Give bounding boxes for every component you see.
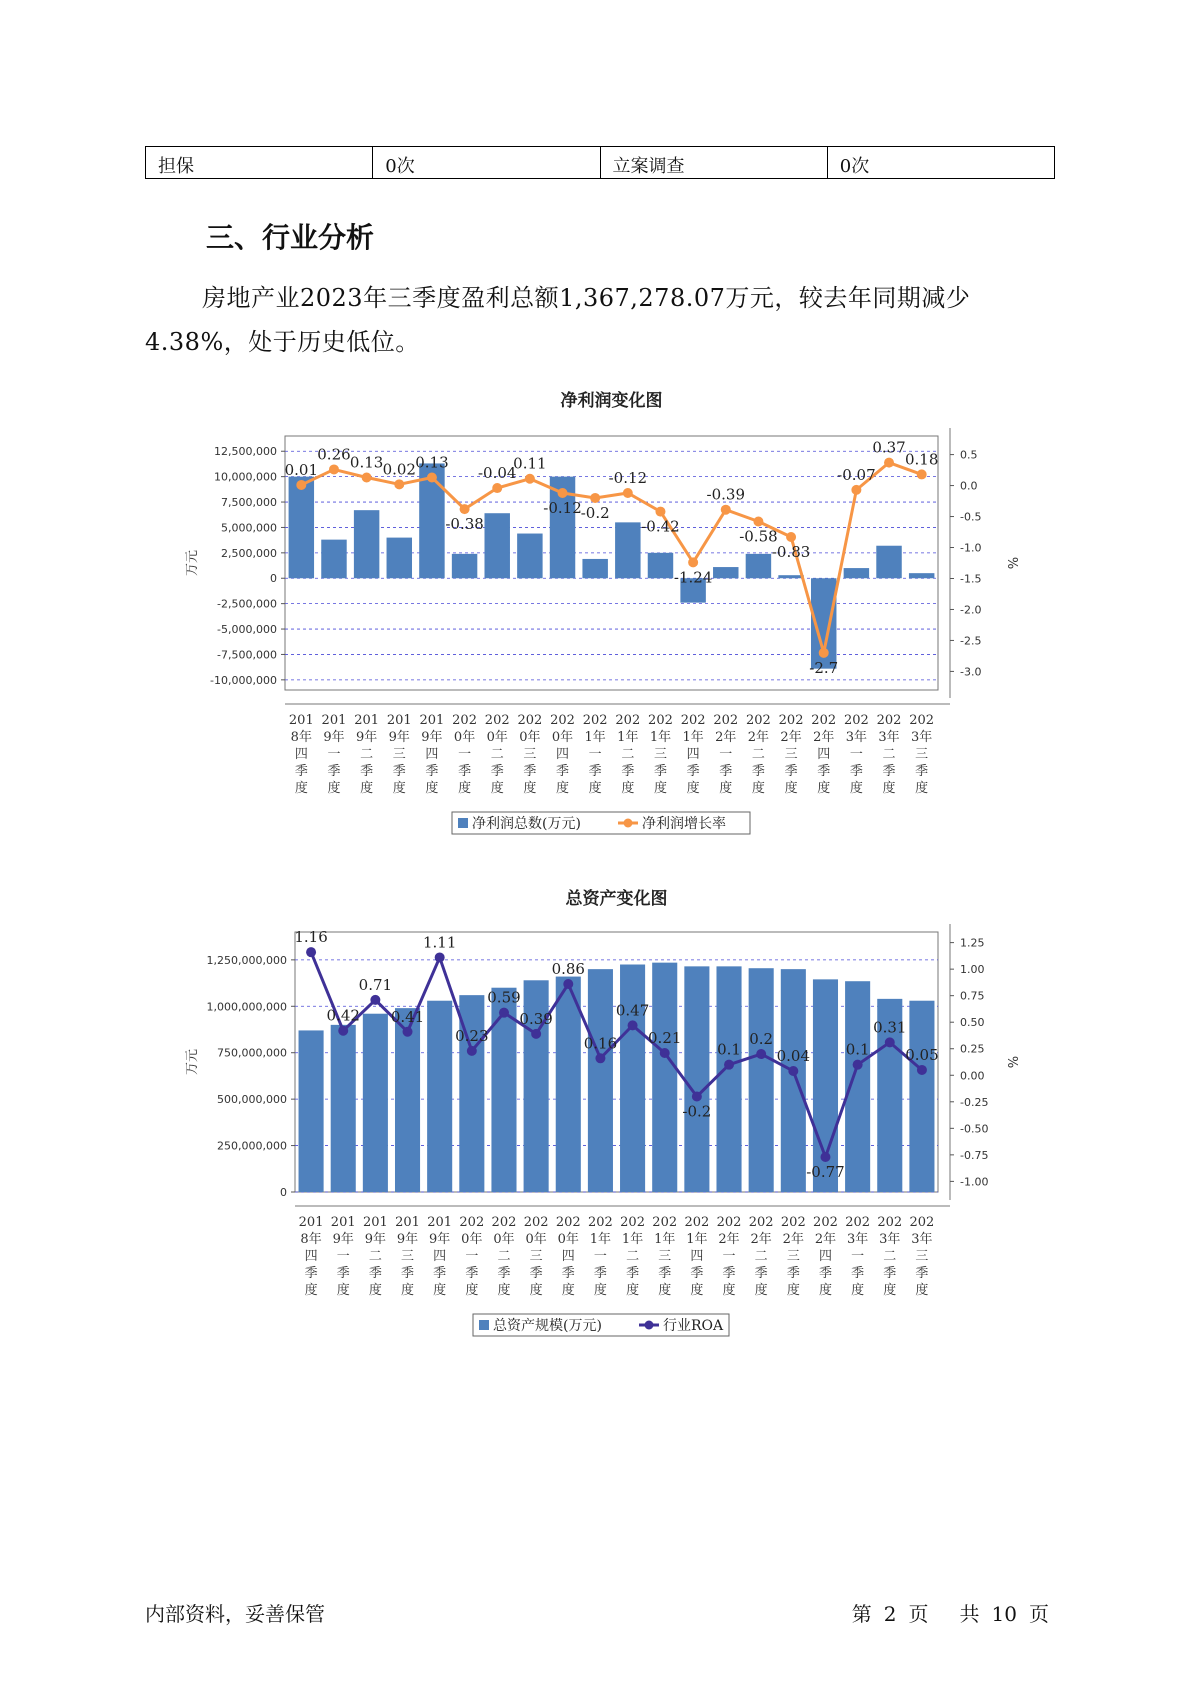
line-point <box>917 1065 927 1075</box>
line-point <box>786 532 796 542</box>
bar <box>682 966 712 1192</box>
bar <box>615 522 640 578</box>
legend-bar-swatch <box>458 818 468 828</box>
y-tick-label: -7,500,000 <box>217 648 277 662</box>
line-point <box>338 1026 348 1036</box>
line-point <box>435 952 445 962</box>
data-label: -1.24 <box>673 568 713 587</box>
bar <box>556 977 581 1192</box>
bar <box>354 510 379 578</box>
data-label: 0.05 <box>905 1045 939 1064</box>
x-tick-label: 201 9年三季度 <box>386 713 412 796</box>
line-point <box>558 488 568 498</box>
line-point <box>788 1066 798 1076</box>
bar <box>620 965 645 1193</box>
x-tick-label: 201 8年四季度 <box>298 1215 324 1298</box>
y2-tick-label: -1.00 <box>960 1175 989 1189</box>
bar <box>746 554 771 578</box>
x-tick-label: 201 9年二季度 <box>354 713 380 796</box>
line-point <box>370 995 380 1005</box>
y-tick-label: -5,000,000 <box>217 623 277 637</box>
data-label: 0.26 <box>317 445 351 464</box>
line-point <box>623 488 633 498</box>
y-tick-label: 1,000,000,000 <box>206 1000 287 1014</box>
x-tick-label: 202 0年四季度 <box>555 1215 581 1298</box>
table-cell: 立案调查 <box>600 147 827 179</box>
x-tick-label: 202 3年二季度 <box>876 713 902 796</box>
y-axis-title: 万元 <box>185 1048 200 1076</box>
y-tick-label: 1,250,000,000 <box>206 953 287 967</box>
data-label: -0.39 <box>706 485 746 504</box>
footer-note: 内部资料，妥善保管 <box>145 1602 325 1626</box>
bar <box>713 567 738 578</box>
x-tick-label: 201 9年三季度 <box>395 1215 420 1298</box>
x-tick-label: 202 3年三季度 <box>909 713 935 796</box>
y2-tick-label: 0.0 <box>960 479 978 493</box>
x-tick-label: 202 1年三季度 <box>648 713 673 796</box>
bar <box>299 1030 324 1192</box>
data-label: -0.83 <box>771 542 811 561</box>
net-profit-chart-svg <box>0 388 1191 848</box>
x-tick-label: 202 0年二季度 <box>491 1215 517 1298</box>
x-tick-label: 202 2年四季度 <box>811 713 837 796</box>
line-point <box>403 1027 413 1037</box>
bar <box>387 538 412 579</box>
line-point <box>724 1060 734 1070</box>
line-point <box>853 1060 863 1070</box>
line-point <box>590 493 600 503</box>
line-point <box>394 479 404 489</box>
line-point <box>467 1046 477 1056</box>
data-label: 0.86 <box>551 960 585 978</box>
line-point <box>655 507 665 517</box>
y-tick-label: 12,500,000 <box>214 445 277 459</box>
total-unit: 页 <box>1029 1602 1049 1626</box>
y-tick-label: 2,500,000 <box>221 546 277 560</box>
data-label: 0.1 <box>845 1040 870 1059</box>
line-point <box>885 1037 895 1047</box>
line-point <box>427 473 437 483</box>
total-pages: 10 <box>991 1602 1017 1626</box>
legend-line-label: 净利润增长率 <box>642 816 726 832</box>
bar <box>781 969 806 1192</box>
x-tick-label: 202 1年一季度 <box>588 1215 613 1298</box>
line-point <box>525 474 535 484</box>
chart-title: 总资产变化图 <box>565 889 668 909</box>
bar <box>716 966 741 1192</box>
y2-axis-title: % <box>1004 556 1019 570</box>
total-prefix: 共 <box>959 1602 980 1626</box>
data-label: 0.31 <box>873 1018 907 1037</box>
x-tick-label: 201 8年四季度 <box>288 713 314 796</box>
line-point <box>492 483 502 493</box>
footer-page-info <box>846 1598 1055 1627</box>
data-label: 0.02 <box>382 460 416 479</box>
data-label: -0.2 <box>682 1102 712 1121</box>
total-assets-chart-svg <box>0 886 1191 1346</box>
data-label: 0.13 <box>349 453 384 472</box>
net-profit-chart <box>0 388 1191 848</box>
data-label: 0.18 <box>904 450 939 469</box>
line-point <box>819 648 829 658</box>
y2-tick-label: -0.25 <box>960 1095 989 1109</box>
y2-tick-label: -0.75 <box>960 1148 989 1162</box>
bar <box>588 969 613 1192</box>
bar <box>331 1025 356 1192</box>
x-tick-label: 201 9年二季度 <box>362 1215 388 1298</box>
line-point <box>499 1008 509 1018</box>
y-tick-label: 0 <box>270 572 277 586</box>
data-label: -2.7 <box>809 658 839 677</box>
x-tick-label: 202 0年三季度 <box>517 713 543 796</box>
x-tick-label: 202 0年一季度 <box>459 1215 485 1298</box>
line-point <box>306 947 316 957</box>
x-tick-label: 201 9年一季度 <box>321 713 347 796</box>
line-point <box>688 557 698 567</box>
line-point <box>296 480 306 490</box>
x-tick-label: 202 2年三季度 <box>778 713 804 796</box>
legend-bar-label: 净利润总数(万元) <box>472 816 581 832</box>
data-label: -0.58 <box>739 527 778 546</box>
bar <box>844 568 869 578</box>
bar <box>652 963 677 1192</box>
x-tick-label: 202 2年二季度 <box>748 1215 774 1298</box>
y2-tick-label: 0.50 <box>960 1016 985 1030</box>
x-tick-label: 202 0年四季度 <box>550 713 575 796</box>
legend-line-label: 行业ROA <box>663 1318 724 1334</box>
data-label: -0.07 <box>837 465 876 484</box>
x-tick-label: 201 9年四季度 <box>427 1215 453 1298</box>
data-label: 0.47 <box>615 1001 650 1020</box>
legend-line-marker <box>624 819 633 828</box>
line-point <box>753 516 763 526</box>
line-point <box>884 458 894 468</box>
bar <box>648 553 673 578</box>
y-tick-label: -2,500,000 <box>217 597 277 611</box>
data-label: 1.16 <box>294 928 328 947</box>
bar <box>484 513 509 578</box>
x-tick-label: 202 2年一季度 <box>716 1215 742 1298</box>
line-point <box>329 464 339 474</box>
bar <box>427 1001 452 1192</box>
y2-tick-label: 1.00 <box>960 963 985 977</box>
y-tick-label: 0 <box>280 1186 287 1199</box>
x-tick-label: 202 1年一季度 <box>582 713 608 796</box>
y2-tick-label: 0.75 <box>960 989 985 1003</box>
bar <box>452 554 477 578</box>
x-tick-label: 202 0年二季度 <box>484 713 510 796</box>
x-tick-label: 202 2年二季度 <box>746 713 771 796</box>
bar <box>909 1001 934 1192</box>
data-label: 0.23 <box>455 1026 489 1045</box>
y-tick-label: 250,000,000 <box>217 1139 287 1153</box>
line-point <box>917 469 927 479</box>
x-tick-label: 202 1年四季度 <box>684 1215 710 1298</box>
line-point <box>460 504 470 514</box>
bar <box>876 546 901 579</box>
y-tick-label: 5,000,000 <box>221 521 277 535</box>
x-tick-label: 202 0年三季度 <box>523 1215 549 1298</box>
data-label: 0.59 <box>487 988 521 1007</box>
data-label: 0.1 <box>717 1040 741 1059</box>
bar <box>517 534 542 579</box>
y-tick-label: 10,000,000 <box>214 470 277 484</box>
y-tick-label: 500,000,000 <box>217 1093 287 1107</box>
x-tick-label: 202 1年二季度 <box>620 1215 645 1298</box>
x-tick-label: 202 1年三季度 <box>652 1215 678 1298</box>
x-tick-label: 202 3年一季度 <box>845 1215 871 1298</box>
plot-area <box>295 932 938 1192</box>
x-tick-label: 202 1年四季度 <box>680 713 706 796</box>
data-label: -0.38 <box>445 515 484 534</box>
chart-title: 净利润变化图 <box>560 391 663 411</box>
bar <box>749 968 774 1192</box>
data-label: 0.11 <box>513 454 547 473</box>
section-title: 三、行业分析 <box>206 221 375 254</box>
y2-tick-label: 1.25 <box>960 936 985 950</box>
line-point <box>721 505 731 515</box>
line-point <box>563 979 573 989</box>
data-label: -0.2 <box>580 503 610 522</box>
y2-tick-label: 0.5 <box>960 448 978 462</box>
page-unit: 页 <box>908 1602 929 1626</box>
x-tick-label: 201 9年四季度 <box>419 713 445 796</box>
x-tick-label: 202 2年三季度 <box>780 1215 806 1298</box>
line-point <box>595 1053 605 1063</box>
analysis-paragraph: 房地产业2023年三季度盈利总额1,367,278.07万元，较去年同期减少4.38%，处于历史低位。 <box>145 284 971 356</box>
y2-tick-label: -2.0 <box>960 603 982 617</box>
data-label: 0.42 <box>326 1006 360 1025</box>
y2-tick-label: 0.00 <box>960 1069 985 1083</box>
y-tick-label: 750,000,000 <box>217 1046 287 1060</box>
data-label: 0.41 <box>390 1007 425 1026</box>
bar <box>909 573 934 578</box>
data-label: -0.42 <box>641 517 680 536</box>
legend-line-marker <box>645 1321 654 1330</box>
table-cell: 0次 <box>373 147 600 179</box>
line-point <box>820 1152 830 1162</box>
data-label: 0.37 <box>872 438 906 457</box>
y-tick-label: -10,000,000 <box>210 673 277 687</box>
data-label: 0.2 <box>749 1030 774 1049</box>
y2-tick-label: -2.5 <box>960 634 982 648</box>
bar <box>321 540 346 579</box>
y-tick-label: 7,500,000 <box>221 496 277 510</box>
data-label: 0.71 <box>358 975 393 994</box>
data-label: 1.11 <box>422 933 457 952</box>
data-label: 0.13 <box>415 453 449 472</box>
data-label: -0.12 <box>608 468 648 487</box>
line-point <box>851 485 861 495</box>
x-tick-label: 202 2年一季度 <box>713 713 739 796</box>
table-cell: 担保 <box>146 147 373 179</box>
page-number: 2 <box>883 1602 897 1626</box>
page-prefix: 第 <box>851 1602 872 1626</box>
legend-bar-label: 总资产规模(万元) <box>493 1318 602 1334</box>
bar <box>582 559 607 578</box>
line-point <box>756 1049 766 1059</box>
bar <box>363 1014 388 1192</box>
y-axis-title: 万元 <box>185 549 200 577</box>
data-label: 0.21 <box>648 1028 682 1047</box>
y2-tick-label: -0.5 <box>960 510 982 524</box>
line-point <box>628 1020 638 1030</box>
line-point <box>531 1029 541 1039</box>
y2-tick-label: -0.50 <box>960 1122 989 1136</box>
data-label: 0.16 <box>583 1034 618 1053</box>
legend-bar-swatch <box>479 1320 489 1330</box>
bar <box>778 575 803 578</box>
total-assets-chart <box>0 886 1191 1346</box>
line-point <box>692 1091 702 1101</box>
table-cell: 0次 <box>827 147 1054 179</box>
data-label: -0.77 <box>806 1162 845 1181</box>
line-point <box>660 1048 670 1058</box>
info-table <box>145 146 1055 179</box>
x-tick-label: 202 3年二季度 <box>877 1215 903 1298</box>
x-tick-label: 202 2年四季度 <box>813 1215 838 1298</box>
x-tick-label: 201 9年一季度 <box>330 1215 356 1298</box>
y2-axis-title: % <box>1004 1055 1019 1069</box>
bar <box>289 477 314 579</box>
data-label: -0.12 <box>543 498 582 517</box>
y2-tick-label: -1.5 <box>960 572 982 586</box>
data-label: 0.39 <box>519 1009 553 1028</box>
data-label: -0.04 <box>477 464 517 483</box>
x-tick-label: 202 3年一季度 <box>843 713 869 796</box>
y2-tick-label: 0.25 <box>960 1042 985 1056</box>
table-row <box>146 147 1055 179</box>
data-label: 0.04 <box>776 1047 811 1066</box>
x-tick-label: 202 1年二季度 <box>615 713 641 796</box>
x-tick-label: 202 0年一季度 <box>452 713 477 796</box>
x-tick-label: 202 3年三季度 <box>909 1215 935 1298</box>
data-label: 0.01 <box>284 460 319 479</box>
y2-tick-label: -3.0 <box>960 665 982 679</box>
y2-tick-label: -1.0 <box>960 541 982 555</box>
line-point <box>362 473 372 483</box>
